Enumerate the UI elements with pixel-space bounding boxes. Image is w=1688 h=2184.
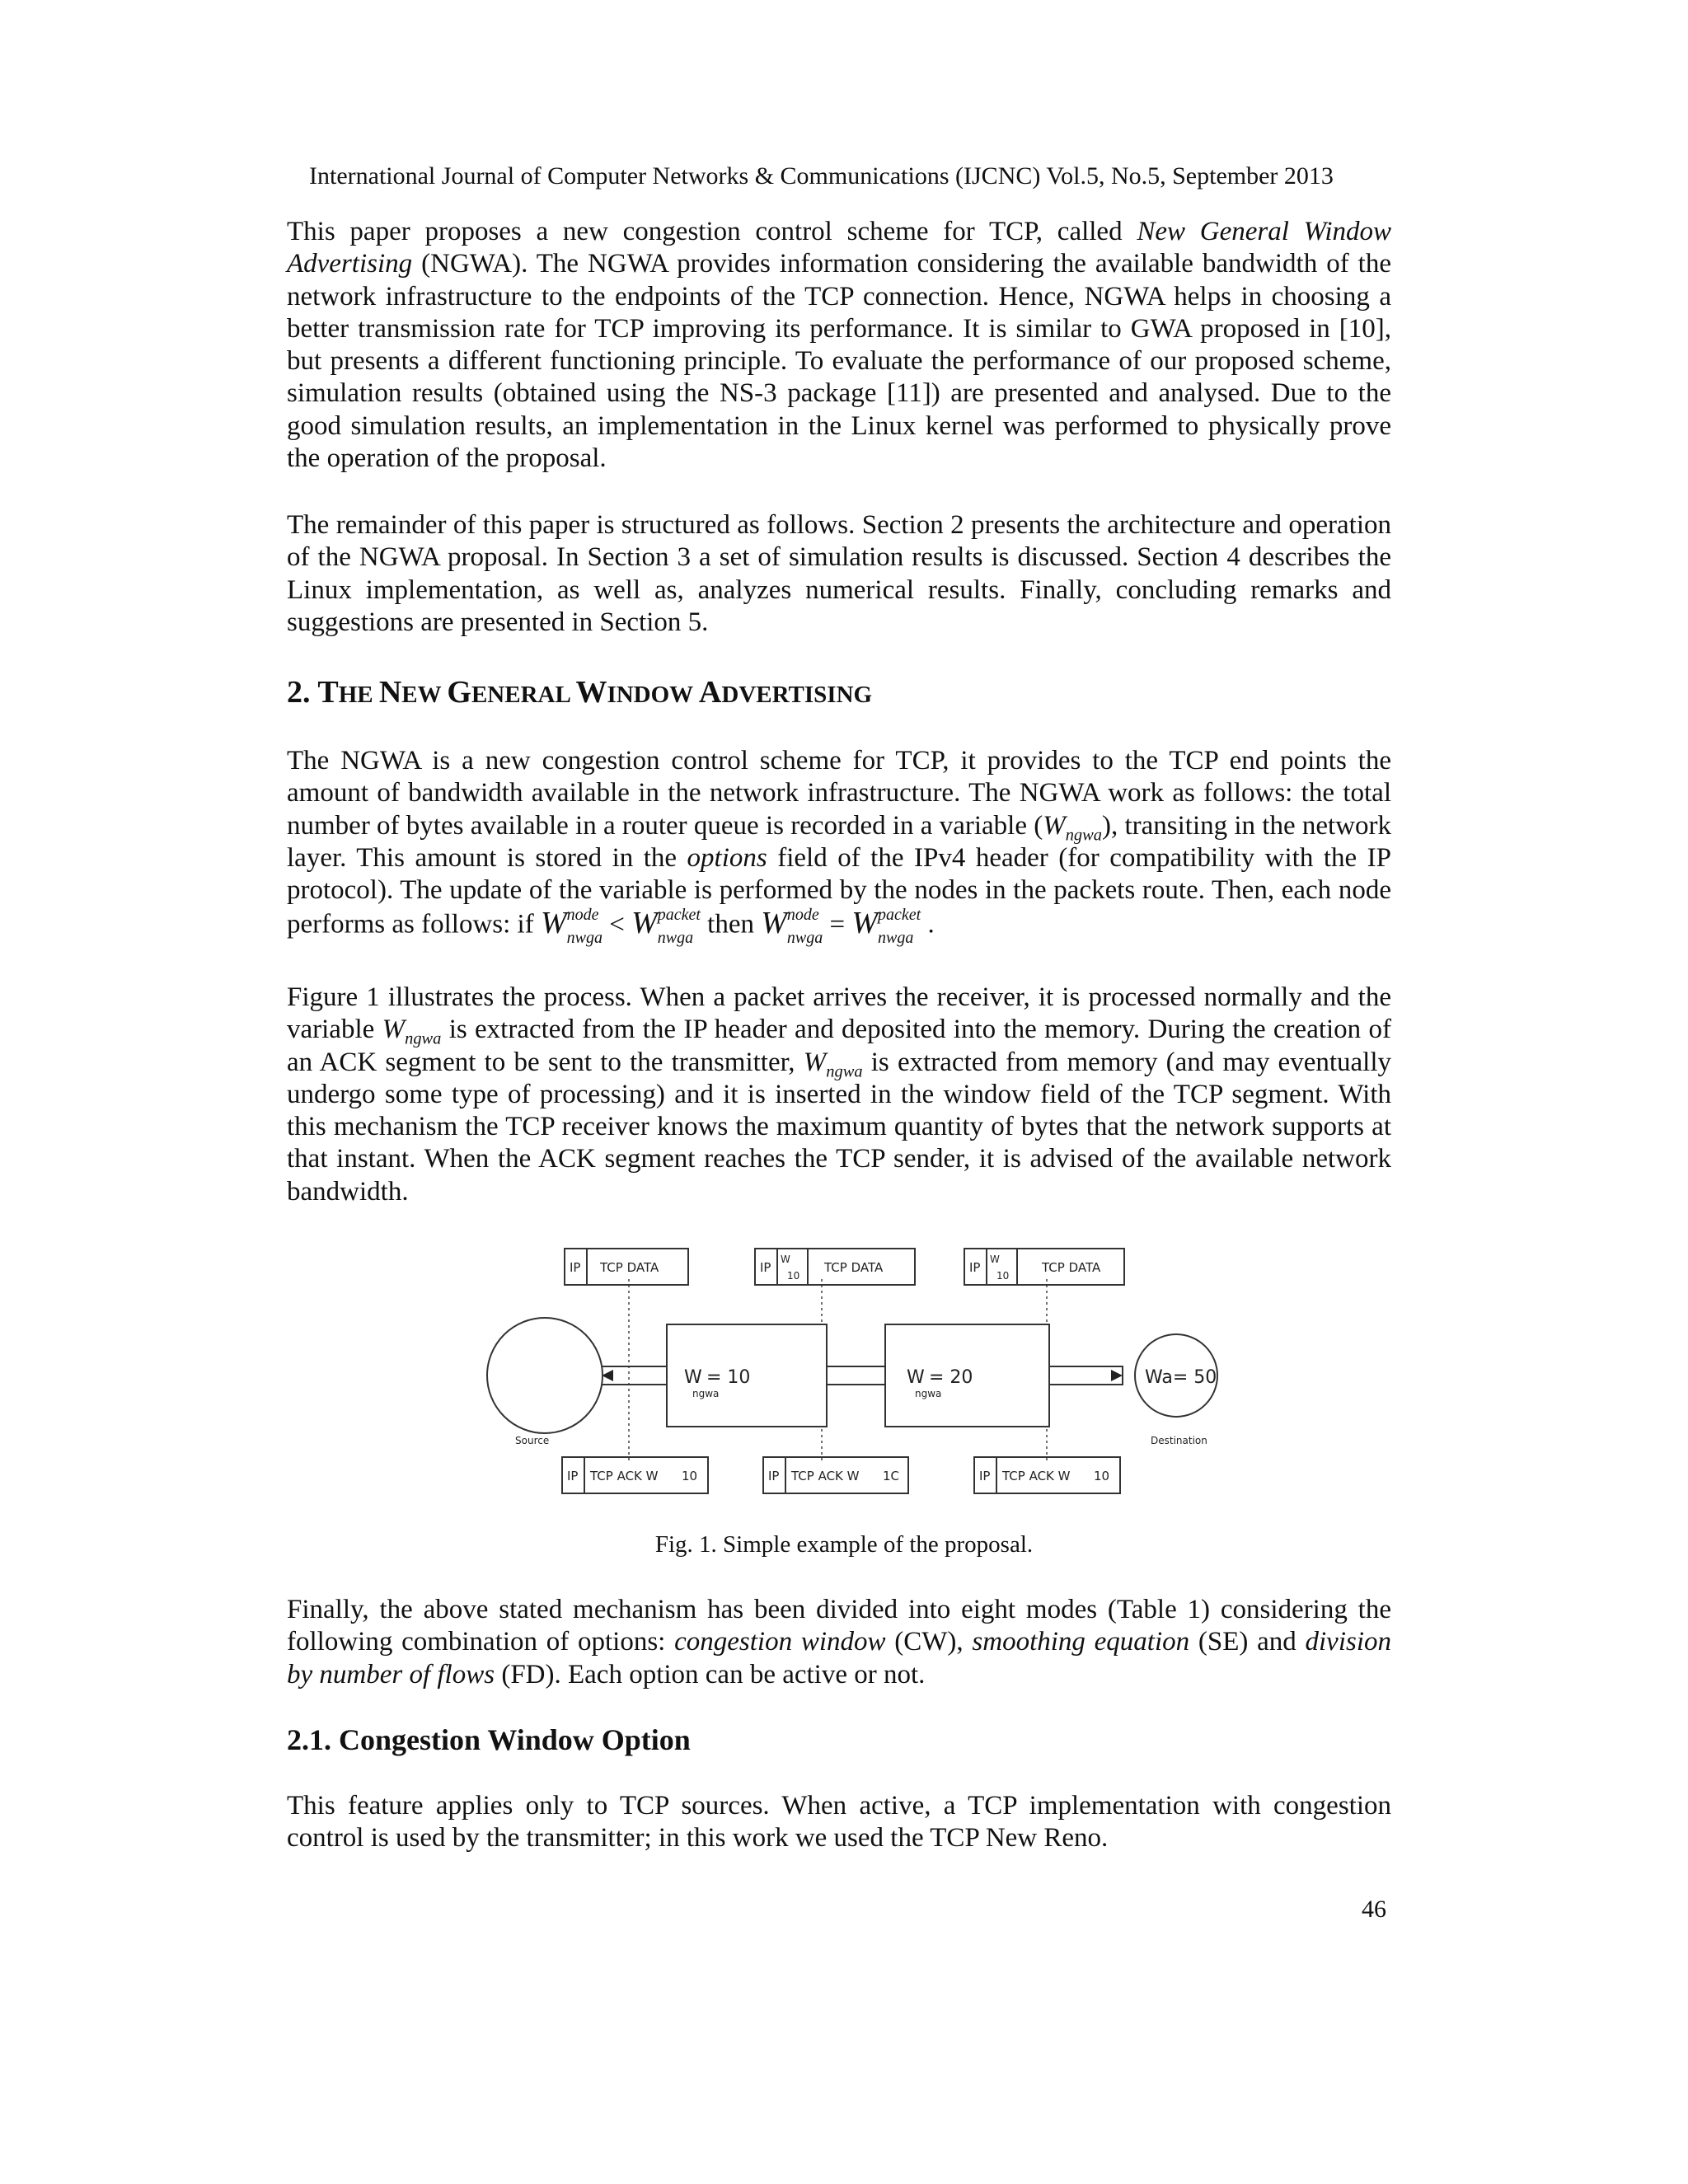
figure-1-diagram [470,1238,1220,1510]
intro-p1-text-b: (NGWA). The NGWA provides information considering the available bandwidth of the network infrastructure to the endpoints of the TCP connection. Hence, NGWA helps in choosing a better transmission rate for TCP improving its performance. It is similar to GWA proposed in [10], but presents a different functioning principle. To evaluate the performance of our proposed scheme, simulation results (obtained using the NS-3 package [11]) are presented and analysed. Due to the good simulation results, an implementation in the Linux kernel was performed to physically prove the operation of the proposal. [287,249,1391,474]
svg-text:Destination: Destination [1151,1435,1207,1446]
svg-text:10: 10 [1094,1469,1110,1483]
source-node [487,1318,603,1433]
page-number: 46 [1362,1896,1386,1923]
svg-text:Wa= 50: Wa= 50 [1145,1367,1217,1388]
svg-text:ngwa: ngwa [915,1388,942,1399]
svg-text:10: 10 [787,1270,800,1282]
svg-text:TCP ACK W: TCP ACK W [791,1469,860,1483]
intro-p1-text-a: This paper proposes a new congestion control scheme for TCP, called [287,217,1137,246]
svg-text:IP: IP [969,1260,981,1275]
arrow-to-source [602,1370,613,1381]
svg-text:TCP DATA: TCP DATA [600,1260,659,1275]
svg-text:= 20: = 20 [929,1367,973,1388]
svg-text:Source: Source [515,1435,550,1446]
svg-text:IP: IP [567,1469,579,1483]
journal-header: International Journal of Computer Networks & Communications (IJCNC) Vol.5, No.5, September 2013 [309,162,1334,190]
svg-text:W: W [684,1367,702,1388]
svg-text:IP: IP [768,1469,780,1483]
svg-text:1C: 1C [883,1469,900,1483]
svg-text:TCP ACK W: TCP ACK W [590,1469,659,1483]
svg-text:TCP DATA: TCP DATA [824,1260,884,1275]
svg-text:ngwa: ngwa [692,1388,720,1399]
section-2-1-paragraph-1: This feature applies only to TCP sources. When active, a TCP implementation with congestion control is used by the transmitter; in this work we used the TCP New Reno. [287,1791,1391,1854]
intro-paragraph-2: The remainder of this paper is structured as follows. Section 2 presents the architecture and operation of the NGWA proposal. In Section 3 a set of simulation results is discussed. Section 4 describes the Linux implementation, as well as, analyzes numerical results. Finally, concluding remarks and suggestions are presented in Section 5. [287,510,1391,637]
svg-text:IP: IP [979,1469,991,1483]
svg-text:IP: IP [570,1260,581,1275]
ngwa-diagram-svg [470,1238,1220,1510]
intro-p1-italic: New General Window Advertising [287,217,1391,279]
section-2-paragraph-1: The NGWA is a new congestion control scheme for TCP, it provides to the TCP end points the amount of bandwidth available in the network infrastructure. The NGWA work as follows: the total number of bytes available in a router queue is recorded in a variable $(W_{ngwa})$, transiting in the network layer. This amount is stored in the options field of the IPv4 header (for compatibility with the IP protocol). The update of the variable is performed by the nodes in the packets route. Then, each node performs as follows: if W node nwga < W packet nwga then W node nwga = W packet nwga . [287,746,1392,948]
section-2-heading: 2. THE NEW GENERAL WINDOW ADVERTISING [287,675,873,710]
intro-paragraph-1 [287,216,1391,475]
section-2-1-heading: 2.1. Congestion Window Option [287,1723,691,1756]
svg-text:10: 10 [996,1270,1010,1282]
svg-text:W: W [907,1367,925,1388]
inequality-formula: W node nwga < W packet nwga [540,906,701,948]
svg-text:IP: IP [760,1260,771,1275]
section-2-paragraph-3: Finally, the above stated mechanism has been divided into eight modes (Table 1) considering the following combination of options: congestion window (CW), smoothing equation (SE) and division by number of flows (FD). Each option can be active or not. [287,1595,1392,1690]
svg-text:TCP ACK W: TCP ACK W [1002,1469,1071,1483]
svg-text:TCP DATA: TCP DATA [1042,1260,1101,1275]
svg-text:W: W [781,1254,790,1265]
figure-1-caption: Fig. 1. Simple example of the proposal. [654,1531,1034,1558]
svg-text:W: W [990,1254,1000,1265]
svg-text:= 10: = 10 [706,1367,751,1388]
section-2-paragraph-2: Figure 1 illustrates the process. When a packet arrives the receiver, it is processed normally and the variable $W_{ngwa}$ is extracted from the IP header and deposited into the memory. During the creation of an ACK segment to be sent to the transmitter, $W_{ngwa}$ is extracted from memory (and may eventually undergo some type of processing) and it is inserted in the window field of the TCP segment. With this mechanism the TCP receiver knows the maximum quantity of bytes that the network supports at that instant. When the ACK segment reaches the TCP sender, it is advised of the available network bandwidth. [287,982,1391,1207]
svg-text:10: 10 [682,1469,698,1483]
arrow-to-destination [1111,1370,1123,1381]
